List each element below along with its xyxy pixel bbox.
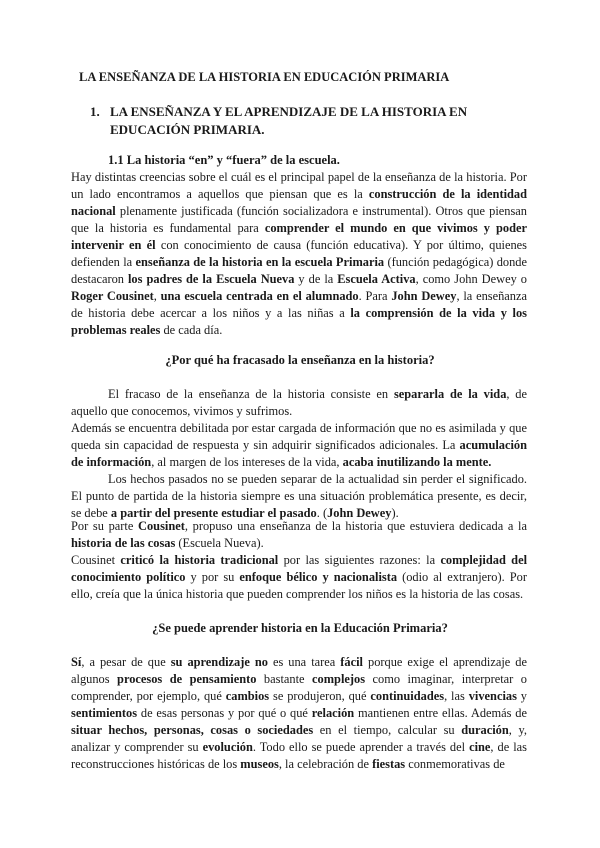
paragraph-hechos-pasados: Los hechos pasados no se pueden separar de la actualidad sin perder el significado. El punto de partida de la historia siempre es una situación problemática presente, es decir, se debe a partir del presente estudiar el pasado. (John Dewey).	[71, 472, 527, 520]
paragraph-fracaso: El fracaso de la enseñanza de la historia consiste en separarla de la vida, de aquello que conocemos, vivimos y sufrimos.	[71, 387, 528, 418]
heading-aprender: ¿Se puede aprender historia en la Educación Primaria?	[152, 621, 448, 635]
section-title: LA ENSEÑANZA Y EL APRENDIZAJE DE LA HISTORIA EN EDUCACIÓN PRIMARIA.	[110, 104, 468, 137]
paragraph-debilitada: Además se encuentra debilitada por estar cargada de información que no es asimilada y que queda sin capacidad de respuesta y sin adquirir significados adicionales. La acumulación de información, al margen de los intereses de la vida, acaba inutilizando la mente.	[71, 421, 527, 469]
paragraph-aprender: Sí, a pesar de que su aprendizaje no es una tarea fácil porque exige el aprendizaje de algunos procesos de pensamiento bastante complejos como imaginar, interpretar o comprender, por ejemplo, qué cambios se produjeron, qué continuidades, las vivencias y sentimientos de esas personas y por qué o qué relación mantienen entre ellas. Además de situar hechos, personas, cosas o sociedades en el tiempo, calcular su duración, y, analizar y comprender su evolución. Todo ello se puede aprender a través del cine, de las reconstrucciones históricas de los museos, la celebración de fiestas conmemorativas de	[71, 655, 528, 771]
section-number: 1.	[90, 104, 100, 119]
paragraph-cousinet: Por su parte Cousinet, propuso una enseñanza de la historia que estuviera dedicada a la historia de las cosas (Escuela Nueva).	[71, 519, 527, 550]
heading-fracaso: ¿Por qué ha fracasado la enseñanza en la historia?	[165, 353, 435, 367]
paragraph-intro: Hay distintas creencias sobre el cuál es el principal papel de la enseñanza de la historia. Por un lado encontramos a aquellos que piensan que es la construcción de la identidad nacional plenamente justificada (función socializadora e instrumental). Otros que piensan que la historia es fundamental para comprender el mundo en que vivimos y poder intervenir en él con conocimiento de causa (función educativa). Y por último, quienes defienden la enseñanza de la historia en la escuela Primaria (función pedagógica) donde destacaron los padres de la Escuela Nueva y de la Escuela Activa, como John Dewey o Roger Cousinet, una escuela centrada en el alumnado. Para John Dewey, la enseñanza de historia debe acercar a los niños y a las niñas a la comprensión de la vida y los problemas reales de cada día.	[71, 170, 528, 337]
subsection-heading: 1.1 La historia “en” y “fuera” de la escuela.	[108, 153, 340, 167]
document-title: LA ENSEÑANZA DE LA HISTORIA EN EDUCACIÓN PRIMARIA	[79, 70, 450, 84]
paragraph-critica: Cousinet criticó la historia tradicional por las siguientes razones: la complejidad del conocimiento político y por su enfoque bélico y nacionalista (odio al extranjero). Por ello, creía que la única historia que pueden comprender los niños es la historia de las cosas.	[71, 553, 528, 601]
